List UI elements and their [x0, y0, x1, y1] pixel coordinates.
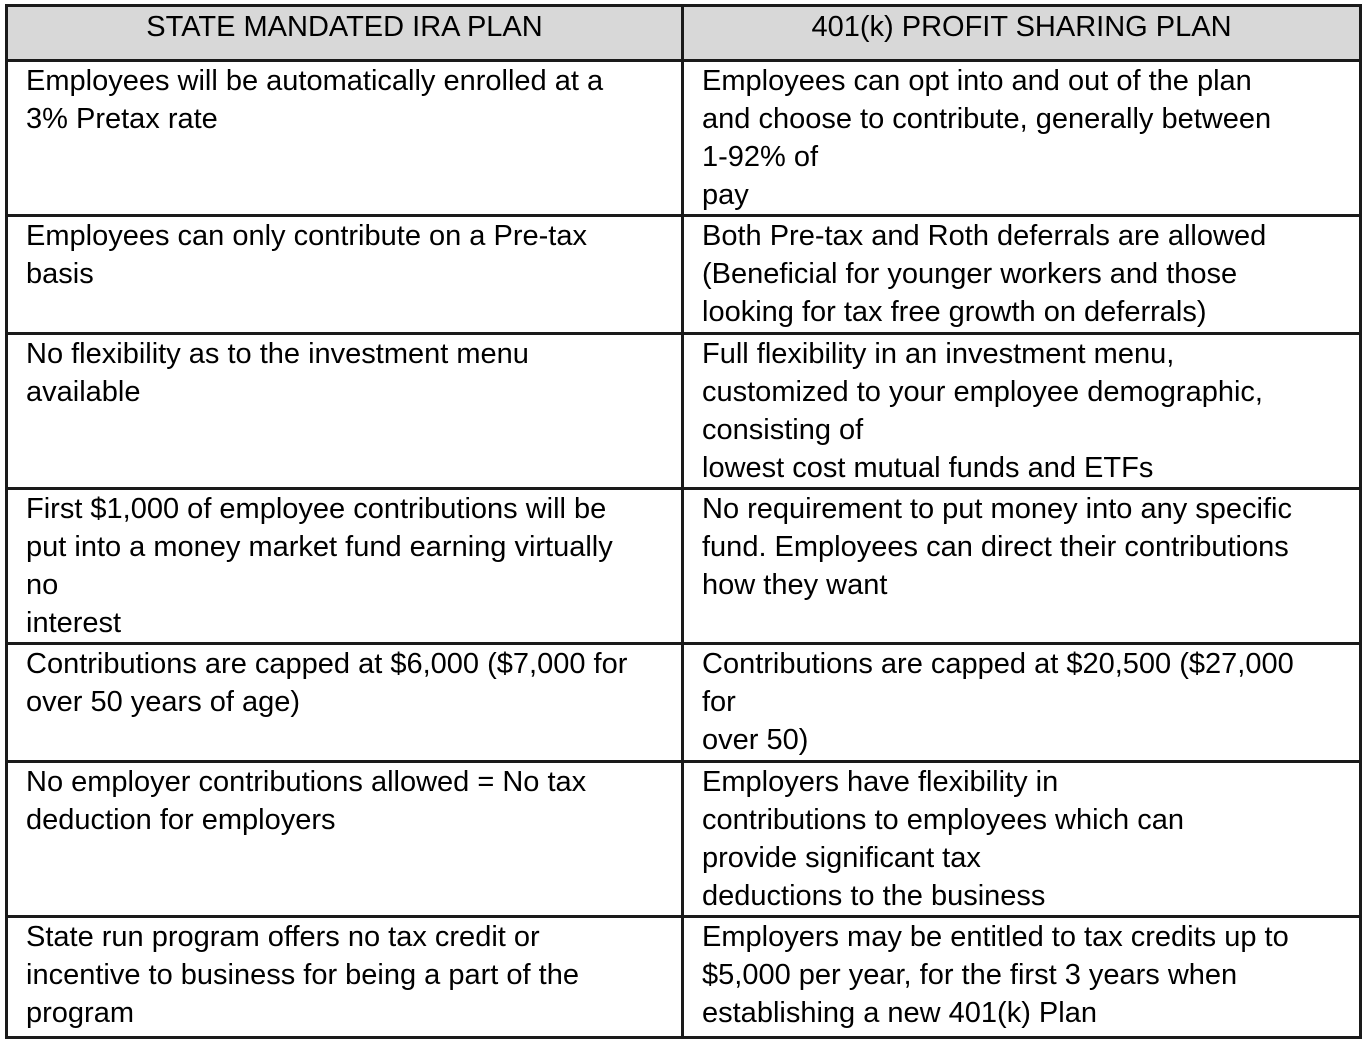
k401-plan-text: No requirement to put money into any specific fund. Employees can direct their contributions how they want	[702, 493, 1292, 601]
state-plan-text: Contributions are capped at $6,000 ($7,000 for over 50 years of age)	[26, 648, 628, 718]
k401-plan-cell	[683, 61, 1361, 216]
state-plan-text: No flexibility as to the investment menu available	[26, 338, 529, 408]
table-row	[7, 644, 1361, 762]
plan-comparison-table	[5, 4, 1362, 1039]
state-plan-text: Employees can only contribute on a Pre-tax basis	[26, 220, 587, 290]
state-plan-cell	[7, 334, 683, 489]
k401-plan-cell	[683, 334, 1361, 489]
state-plan-cell	[7, 489, 683, 644]
k401-plan-cell	[683, 216, 1361, 334]
state-plan-cell	[7, 216, 683, 334]
state-plan-text: State run program offers no tax credit or incentive to business for being a part of the program	[26, 921, 579, 1029]
k401-plan-cell	[683, 762, 1361, 917]
state-plan-text: Employees will be automatically enrolled at a 3% Pretax rate	[26, 65, 604, 135]
table-row	[7, 489, 1361, 644]
header-state-mandated-ira-plan: STATE MANDATED IRA PLAN	[7, 6, 683, 61]
k401-plan-text: Employers may be entitled to tax credits up to $5,000 per year, for the first 3 years when establishing a new 401(k) Plan	[702, 921, 1289, 1029]
state-plan-text: First $1,000 of employee contributions will be put into a money market fund earning virtually no interest	[26, 493, 613, 639]
state-plan-cell	[7, 644, 683, 762]
table-row	[7, 216, 1361, 334]
header-row	[7, 6, 1361, 61]
table-row	[7, 762, 1361, 917]
state-plan-cell	[7, 917, 683, 1038]
k401-plan-text: Employers have flexibility in contributions to employees which can provide significant tax deductions to the business	[702, 766, 1184, 912]
k401-plan-cell	[683, 489, 1361, 644]
k401-plan-text: Both Pre-tax and Roth deferrals are allowed (Beneficial for younger workers and those looking for tax free growth on deferrals)	[702, 220, 1267, 328]
table-row	[7, 334, 1361, 489]
table-row	[7, 61, 1361, 216]
k401-plan-text: Employees can opt into and out of the plan and choose to contribute, generally between 1-92% of pay	[702, 65, 1272, 211]
k401-plan-cell	[683, 917, 1361, 1038]
state-plan-cell	[7, 61, 683, 216]
state-plan-text: No employer contributions allowed = No tax deduction for employers	[26, 766, 587, 836]
k401-plan-cell	[683, 644, 1361, 762]
k401-plan-text: Full flexibility in an investment menu, customized to your employee demographic, consisting of lowest cost mutual funds and ETFs	[702, 338, 1263, 484]
state-plan-cell	[7, 762, 683, 917]
header-401k-profit-sharing-plan: 401(k) PROFIT SHARING PLAN	[683, 6, 1361, 61]
table-row	[7, 917, 1361, 1038]
k401-plan-text: Contributions are capped at $20,500 ($27,000 for over 50)	[702, 648, 1294, 756]
